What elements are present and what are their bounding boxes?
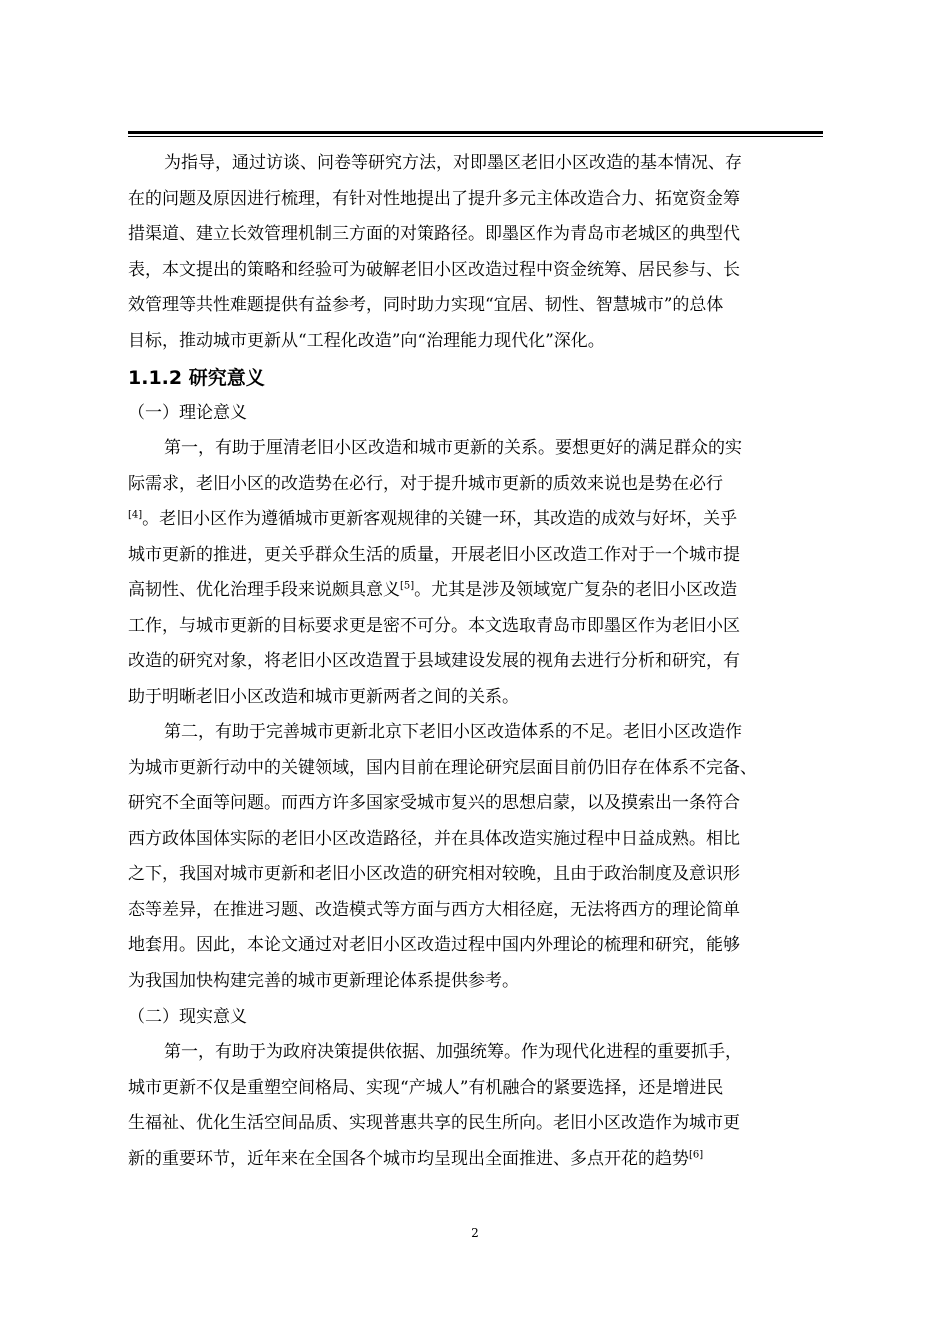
text-line: 态等差异，在推进习题、改造模式等方面与西方大相径庭，无法将西方的理论简单: [128, 899, 740, 920]
page-number: 2: [471, 1226, 479, 1240]
text-line: [128, 573, 823, 609]
header-rule-thin: [128, 136, 823, 137]
text-line: 为城市更新行动中的关键领域，国内目前在理论研究层面目前仍旧存在体系不完备、: [128, 757, 757, 778]
paragraph-practical-first: [128, 1035, 823, 1177]
text-line: 表，本文提出的策略和经验可为破解老旧小区改造过程中资金统筹、居民参与、长: [128, 259, 740, 280]
citation-ref: [4]: [128, 509, 143, 521]
text-line: 效管理等共性难题提供有益参考，同时助力实现“宜居、韧性、智慧城市”的总体: [128, 295, 724, 315]
citation-ref: [5]: [400, 580, 415, 592]
paragraph-continued: [128, 146, 823, 359]
paragraph-theory-first: [128, 431, 823, 715]
text-line: 生福祉、优化生活空间品质、实现普惠共享的民生所向。老旧小区改造作为城市更: [128, 1113, 740, 1133]
text-line: 工作，与城市更新的目标要求更是密不可分。本文选取青岛市即墨区作为老旧小区: [128, 615, 740, 636]
header-rule-thick: [128, 131, 823, 134]
text-line: 为我国加快构建完善的城市更新理论体系提供参考。: [128, 970, 519, 991]
text-line: 城市更新不仅是重塑空间格局、实现“产城人”有机融合的紧要选择，还是增进民: [128, 1077, 724, 1098]
text-line: 研究不全面等问题。而西方许多国家受城市复兴的思想启蒙，以及摸索出一条符合: [128, 793, 740, 813]
header-double-rule: [128, 131, 823, 137]
text-line: 在的问题及原因进行梳理，有针对性地提出了提升多元主体改造合力、拓宽资金筹: [128, 188, 740, 209]
text-line: 措渠道、建立长效管理机制三方面的对策路径。即墨区作为青岛市老城区的典型代: [128, 224, 740, 244]
text-line: 第一，有助于为政府决策提供依据、加强统筹。作为现代化进程的重要抓手，: [164, 1042, 742, 1062]
text-line: 第二，有助于完善城市更新北京下老旧小区改造体系的不足。老旧小区改造作: [164, 722, 742, 742]
text-line: 城市更新的推进，更关乎群众生活的质量，开展老旧小区改造工作对于一个城市提: [128, 544, 740, 565]
text-line: 地套用。因此，本论文通过对老旧小区改造过程中国内外理论的梳理和研究，能够: [128, 935, 740, 955]
text-line: 助于明晰老旧小区改造和城市更新两者之间的关系。: [128, 686, 519, 707]
text-line: 西方政体国体实际的老旧小区改造路径，并在具体改造实施过程中日益成熟。相比: [128, 828, 740, 849]
body-content: [128, 146, 823, 1177]
text-line: 之下，我国对城市更新和老旧小区改造的研究相对较晚，且由于政治制度及意识形: [128, 864, 740, 884]
text-segment: 。尤其是涉及领域宽广复杂的老旧小区改造: [414, 580, 738, 600]
text-line: 为指导，通过访谈、问卷等研究方法，对即墨区老旧小区改造的基本情况、存: [164, 153, 742, 173]
subheading-practical: （二）现实意义: [128, 1007, 247, 1027]
text-line: 目标，推动城市更新从“工程化改造”向“治理能力现代化”深化。: [128, 330, 605, 351]
subheading-theoretical: （一）理论意义: [128, 403, 247, 423]
text-segment: 高韧性、优化治理手段来说颇具意义: [128, 580, 400, 600]
text-segment: 。老旧小区作为遵循城市更新客观规律的关键一环，其改造的成效与好坏，关乎: [142, 509, 738, 529]
text-line: [128, 1142, 823, 1178]
paragraph-theory-second: [128, 715, 823, 999]
text-line: 改造的研究对象，将老旧小区改造置于县域建设发展的视角去进行分析和研究，有: [128, 651, 740, 671]
section-heading-1-1-2: 1.1.2 研究意义: [128, 367, 265, 389]
citation-ref: [6]: [689, 1148, 704, 1160]
text-line: 际需求，老旧小区的改造势在必行，对于提升城市更新的质效来说也是势在必行: [128, 473, 723, 494]
text-segment: 新的重要环节，近年来在全国各个城市均呈现出全面推进、多点开花的趋势: [128, 1148, 689, 1169]
text-line: 第一，有助于厘清老旧小区改造和城市更新的关系。要想更好的满足群众的实: [164, 438, 742, 458]
text-line: [128, 502, 823, 538]
